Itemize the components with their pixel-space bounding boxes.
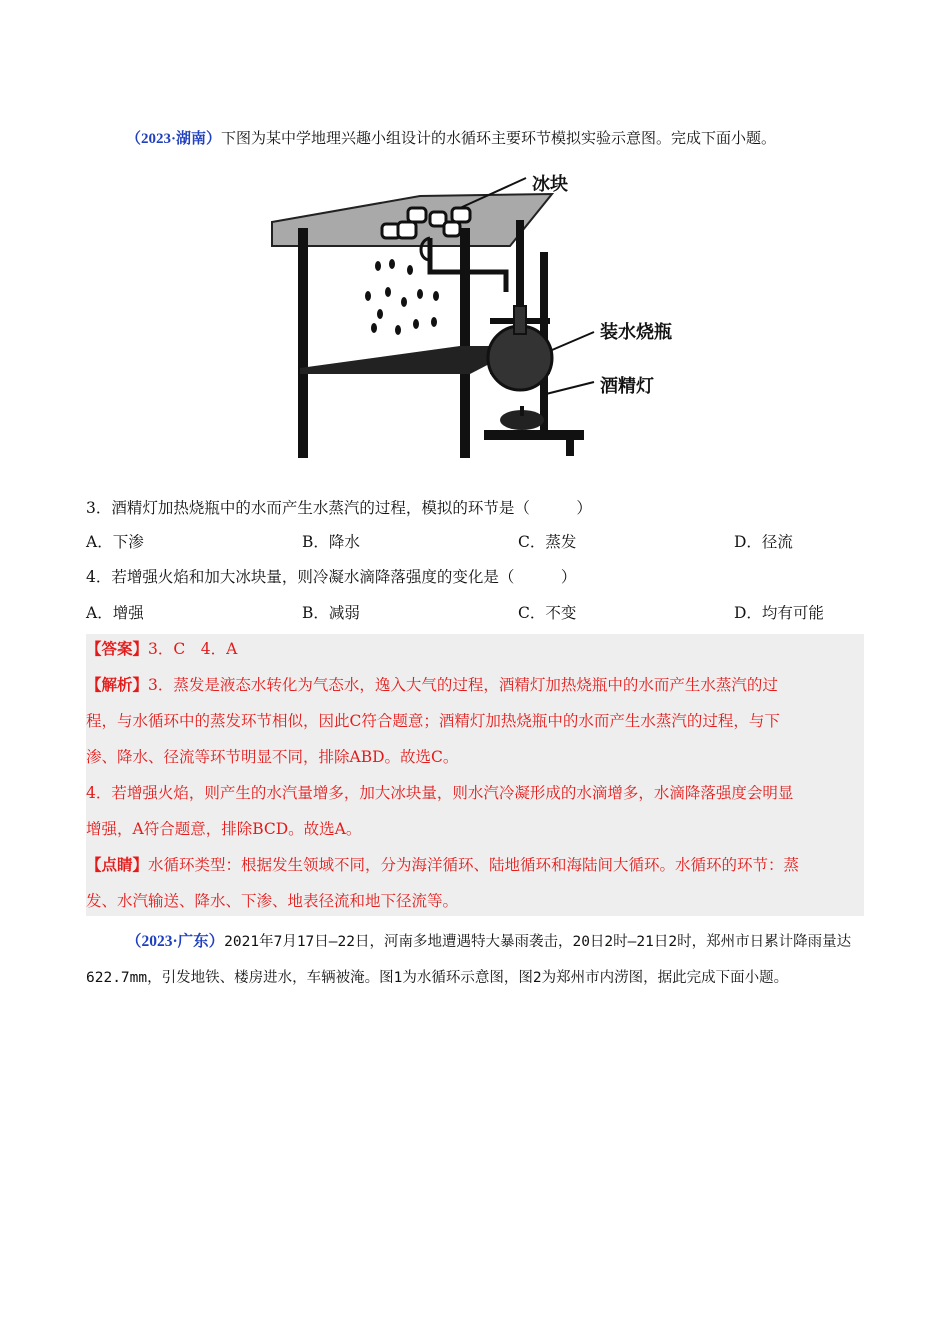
option-a: A．下渗 [86,533,144,551]
figure-label-lamp: 酒精灯 [600,376,654,397]
question-4-stem: 4．若增强火焰和加大冰块量，则冷凝水滴降落强度的变化是（ ） [86,568,577,586]
dianjing-line: 发、水汽输送、降水、下渗、地表径流和地下径流等。 [86,892,459,910]
question-3-options [86,530,866,554]
experiment-figure [270,168,690,464]
intro-text: 下图为某中学地理兴趣小组设计的水循环主要环节模拟实验示意图。完成下面小题。 [221,129,777,147]
question-3-stem: 3．酒精灯加热烧瓶中的水而产生水蒸汽的过程，模拟的环节是（ ） [86,499,592,517]
answer-line [86,634,864,664]
option-c: C．不变 [518,604,577,622]
option-b: B．降水 [302,533,360,551]
answer-analysis-box [86,634,864,916]
source-tag: （2023·广东） [126,933,225,950]
answer-tag: 【答案】 [86,639,149,658]
source-tag: （2023·湖南） [126,131,222,147]
analysis-line: 程，与水循环中的蒸发环节相似，因此C符合题意；酒精灯加热烧瓶中的水而产生水蒸汽的过程，与下 [86,712,780,730]
analysis-line: 增强，A符合题意，排除BCD。故选A。 [86,820,362,838]
figure-label-flask: 装水烧瓶 [600,322,672,343]
figure-label-ice: 冰块 [532,174,568,195]
dianjing-tag: 【点睛】 [86,855,149,874]
option-a: A．增强 [86,604,144,622]
question-intro-guangdong [86,924,866,996]
flask [488,326,552,390]
table-leg [298,228,308,458]
dianjing-line [86,850,864,880]
option-c: C．蒸发 [518,533,577,551]
answer-text: 3．C 4．A [148,640,238,658]
analysis-line: 4．若增强火焰，则产生的水汽量增多，加大冰块量，则水汽冷凝形成的水滴增多，水滴降落强度会明显 [86,784,794,802]
question-intro-hunan [86,124,866,153]
analysis-text: 3．蒸发是液态水转化为气态水，逸入大气的过程，酒精灯加热烧瓶中的水而产生水蒸汽的过 [148,676,778,694]
option-d: D．径流 [734,533,793,551]
dianjing-text: 水循环类型：根据发生领域不同，分为海洋循环、陆地循环和海陆间大循环。水循环的环节：蒸 [148,856,800,874]
jiexi-tag: 【解析】 [86,675,149,694]
table-leg [460,228,470,458]
intro-text: 2021年7月17日—22日，河南多地遭遇特大暴雨袭击，20日2时—21日2时，郑州市日累计降雨量达622.7mm，引发地铁、楼房进水，车辆被淹。图1为水循环示意图，图2为郑州市内涝图，据此完成下面小题。 [86,934,852,986]
analysis-line: 渗、降水、径流等环节明显不同，排除ABD。故选C。 [86,748,459,766]
option-d: D．均有可能 [734,604,824,622]
question-4-options [86,601,866,625]
option-b: B．减弱 [302,604,360,622]
analysis-line [86,670,864,700]
